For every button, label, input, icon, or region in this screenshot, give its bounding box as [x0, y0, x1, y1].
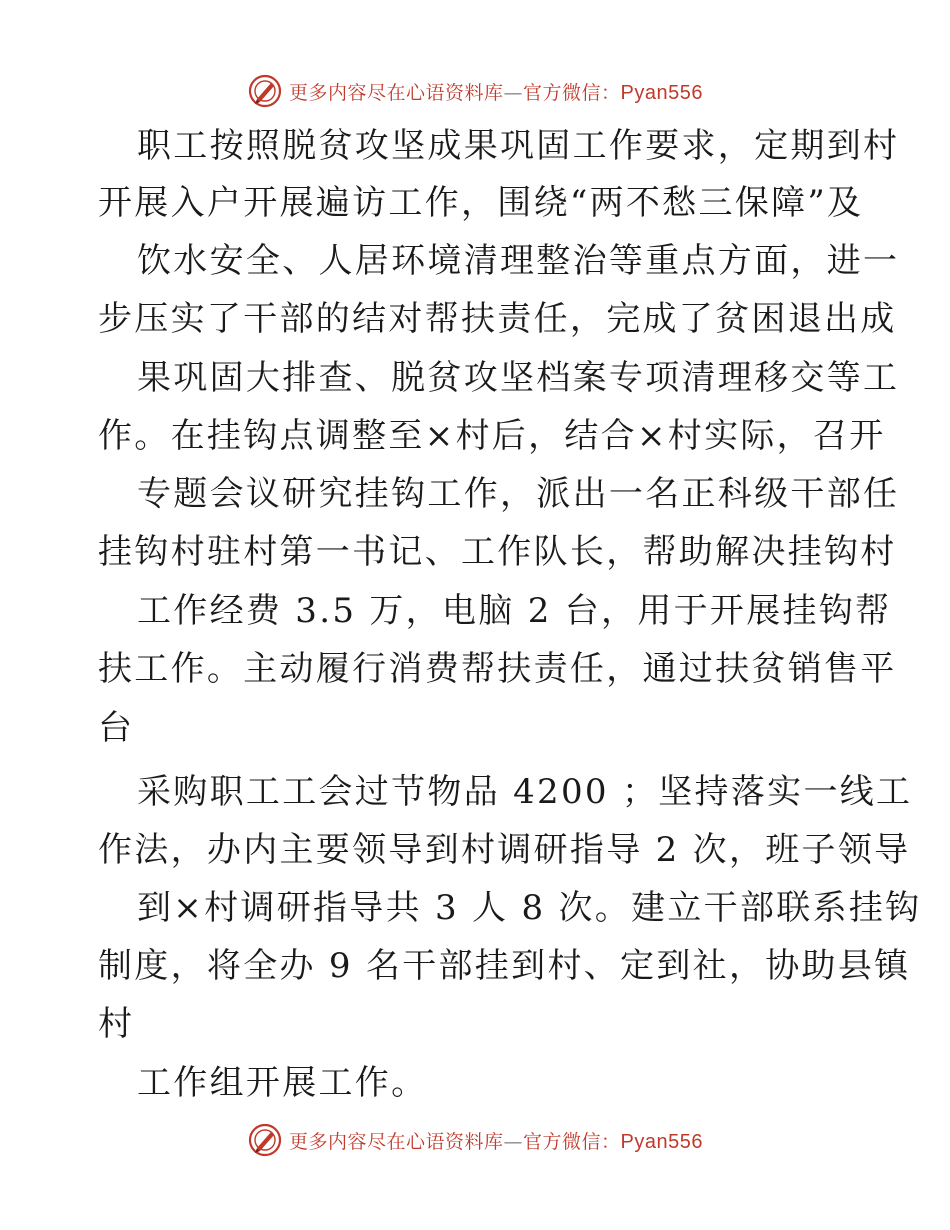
- footer-official-label: 官方微信：: [523, 1130, 621, 1153]
- header-brand-text: 更多内容尽在心语资料库: [289, 81, 504, 104]
- body-line: 工作经费 3.5 万，电脑 2 台，用于开展挂钩帮: [137, 591, 892, 631]
- footer-wechat-id: Pyan556: [620, 1130, 703, 1153]
- header-separator: —: [503, 81, 524, 104]
- body-line: 专题会议研究挂钩工作，派出一名正科级干部任: [137, 474, 900, 514]
- body-line: 职工按照脱贫攻坚成果巩固工作要求，定期到村: [137, 126, 900, 166]
- body-line: 制度，将全办 9 名干部挂到村、定到社，协助县镇: [98, 946, 911, 986]
- header-wechat-id: Pyan556: [620, 81, 703, 104]
- body-line: 挂钩村驻村第一书记、工作队长，帮助解决挂钩村: [98, 532, 897, 572]
- header-banner: [0, 71, 950, 111]
- body-line: 作法，办内主要领导到村调研指导 2 次，班子领导: [98, 830, 911, 870]
- header-banner-content: [247, 73, 703, 109]
- body-line: 采购职工工会过节物品 4200 ；坚持落实一线工: [137, 772, 913, 812]
- body-line: 到×村调研指导共 3 人 8 次。建立干部联系挂钩: [137, 888, 922, 928]
- footer-banner-text: [289, 1127, 703, 1154]
- footer-banner: [0, 1120, 950, 1160]
- header-official-label: 官方微信：: [523, 81, 621, 104]
- brand-logo-icon: [247, 73, 283, 109]
- body-line: 扶工作。主动履行消费帮扶责任，通过扶贫销售平: [98, 649, 897, 689]
- body-line: 作。在挂钩点调整至×村后，结合×村实际，召开: [98, 416, 886, 456]
- footer-banner-content: [247, 1122, 703, 1158]
- body-line: 台: [98, 708, 135, 748]
- body-line: 开展入户开展遍访工作，围绕“两不愁三保障”及: [98, 183, 864, 223]
- footer-brand-text: 更多内容尽在心语资料库: [289, 1130, 504, 1153]
- body-line: 饮水安全、人居环境清理整治等重点方面，进一: [137, 241, 900, 281]
- brand-logo-icon: [247, 1122, 283, 1158]
- body-line: 村: [98, 1004, 135, 1044]
- body-line: 果巩固大排查、脱贫攻坚档案专项清理移交等工: [137, 358, 900, 398]
- footer-separator: —: [503, 1130, 524, 1153]
- body-line: 步压实了干部的结对帮扶责任，完成了贫困退出成: [98, 299, 897, 339]
- header-banner-text: [289, 78, 703, 105]
- body-line: 工作组开展工作。: [137, 1063, 428, 1103]
